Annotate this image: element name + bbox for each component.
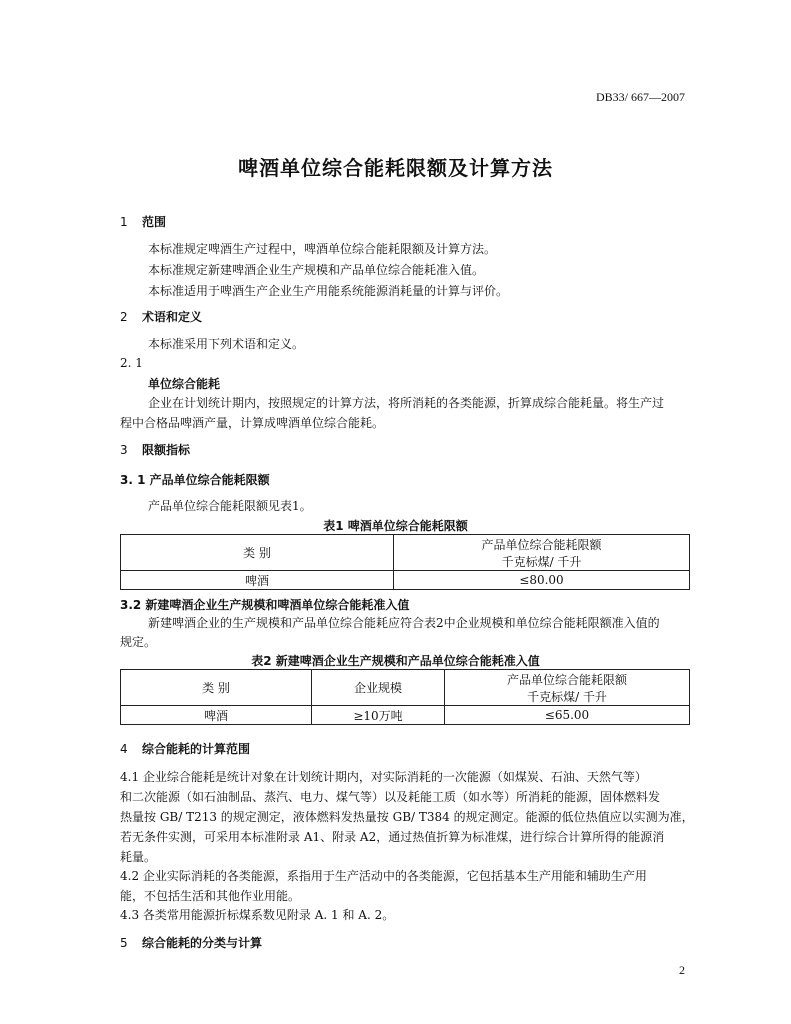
section-4-heading <box>120 740 250 757</box>
subsection-3-2-heading: 3.2 新建啤酒企业生产规模和啤酒单位综合能耗准入值 <box>120 598 410 612</box>
paragraph: 本标准适用于啤酒生产企业生产用能系统能源消耗量的计算与评价。 <box>148 284 509 298</box>
table-row <box>121 706 690 725</box>
paragraph: 产品单位综合能耗限额见表1。 <box>148 499 312 513</box>
table-header-scale: 企业规模 <box>312 670 445 706</box>
page-number: 2 <box>679 963 685 977</box>
section-5-heading <box>120 934 262 951</box>
section-2-heading <box>120 308 202 325</box>
subsection-number: 2. 1 <box>120 356 143 370</box>
paragraph: 本标准规定新建啤酒企业生产规模和产品单位综合能耗准入值。 <box>148 263 485 277</box>
section-number: 1 <box>120 215 128 229</box>
table-1-caption: 表1 啤酒单位综合能耗限额 <box>323 519 468 533</box>
table-cell-category: 啤酒 <box>121 706 312 725</box>
section-3-heading <box>120 441 190 458</box>
definition-line: 程中合格品啤酒产量，计算成啤酒单位综合能耗。 <box>120 416 385 430</box>
table-row <box>121 571 690 590</box>
table-header-limit <box>394 535 690 571</box>
paragraph: 本标准规定啤酒生产过程中，啤酒单位综合能耗限额及计算方法。 <box>148 242 497 256</box>
section-number: 5 <box>120 936 128 950</box>
definition-line: 企业在计划统计期内，按照规定的计算方法，将所消耗的各类能源，折算成综合能耗量。将生产过 <box>148 396 665 410</box>
paragraph: 和二次能源（如石油制品、蒸汽、电力、煤气等）以及耗能工质（如水等）所消耗的能源，固体燃料发 <box>120 790 661 804</box>
section-title: 限额指标 <box>142 443 191 457</box>
header-unit: 千克标煤/ 千升 <box>527 689 607 704</box>
section-title: 综合能耗的计算范围 <box>142 742 251 756</box>
document-title: 啤酒单位综合能耗限额及计算方法 <box>238 156 553 180</box>
paragraph: 能，不包括生活和其他作业用能。 <box>120 889 301 903</box>
header-unit: 千克标煤/ 千升 <box>501 554 582 569</box>
header-line: 产品单位综合能耗限额 <box>481 537 602 552</box>
section-number: 2 <box>120 310 128 324</box>
term-heading: 单位综合能耗 <box>148 377 221 391</box>
table-cell-limit: ≤65.00 <box>445 706 690 725</box>
table-header-category: 类 别 <box>121 535 394 571</box>
subsection-3-1-heading: 3. 1 产品单位综合能耗限额 <box>120 473 270 487</box>
header-line: 产品单位综合能耗限额 <box>506 672 627 687</box>
paragraph: 本标准采用下列术语和定义。 <box>148 337 305 351</box>
section-1-heading <box>120 213 166 230</box>
paragraph: 若无条件实测，可采用本标准附录 A1、附录 A2，通过热值折算为标准煤，进行综合计算所得的能源消 <box>120 830 665 844</box>
table-2-caption: 表2 新建啤酒企业生产规模和产品单位综合能耗准入值 <box>251 654 540 668</box>
paragraph: 热量按 GB/ T213 的规定测定，液体燃料发热量按 GB/ T384 的规定测定。能源的低位热值应以实测为准， <box>120 810 694 824</box>
section-number: 3 <box>120 443 128 457</box>
table-header-category: 类 别 <box>121 670 312 706</box>
paragraph: 4.3 各类常用能源折标煤系数见附录 A. 1 和 A. 2。 <box>120 908 395 922</box>
table-cell-scale: ≥10万吨 <box>312 706 445 725</box>
section-title: 范围 <box>142 215 167 229</box>
paragraph: 新建啤酒企业的生产规模和产品单位综合能耗应符合表2中企业规模和单位综合能耗限额准入值的 <box>148 616 660 630</box>
table-cell-category: 啤酒 <box>121 571 394 590</box>
table-1 <box>120 534 690 590</box>
paragraph: 4.2 企业实际消耗的各类能源，系指用于生产活动中的各类能源，它包括基本生产用能和辅助生产用 <box>120 869 647 883</box>
paragraph: 规定。 <box>120 635 157 649</box>
table-cell-limit: ≤80.00 <box>394 571 690 590</box>
table-header-limit <box>445 670 690 706</box>
paragraph: 耗量。 <box>120 850 157 864</box>
section-title: 综合能耗的分类与计算 <box>142 936 263 950</box>
paragraph: 4.1 企业综合能耗是统计对象在计划统计期内，对实际消耗的一次能源（如煤炭、石油、天然气等） <box>120 770 647 784</box>
standard-number: DB33/ 667—2007 <box>595 90 685 104</box>
section-number: 4 <box>120 742 128 756</box>
section-title: 术语和定义 <box>142 310 203 324</box>
table-2 <box>120 669 690 725</box>
